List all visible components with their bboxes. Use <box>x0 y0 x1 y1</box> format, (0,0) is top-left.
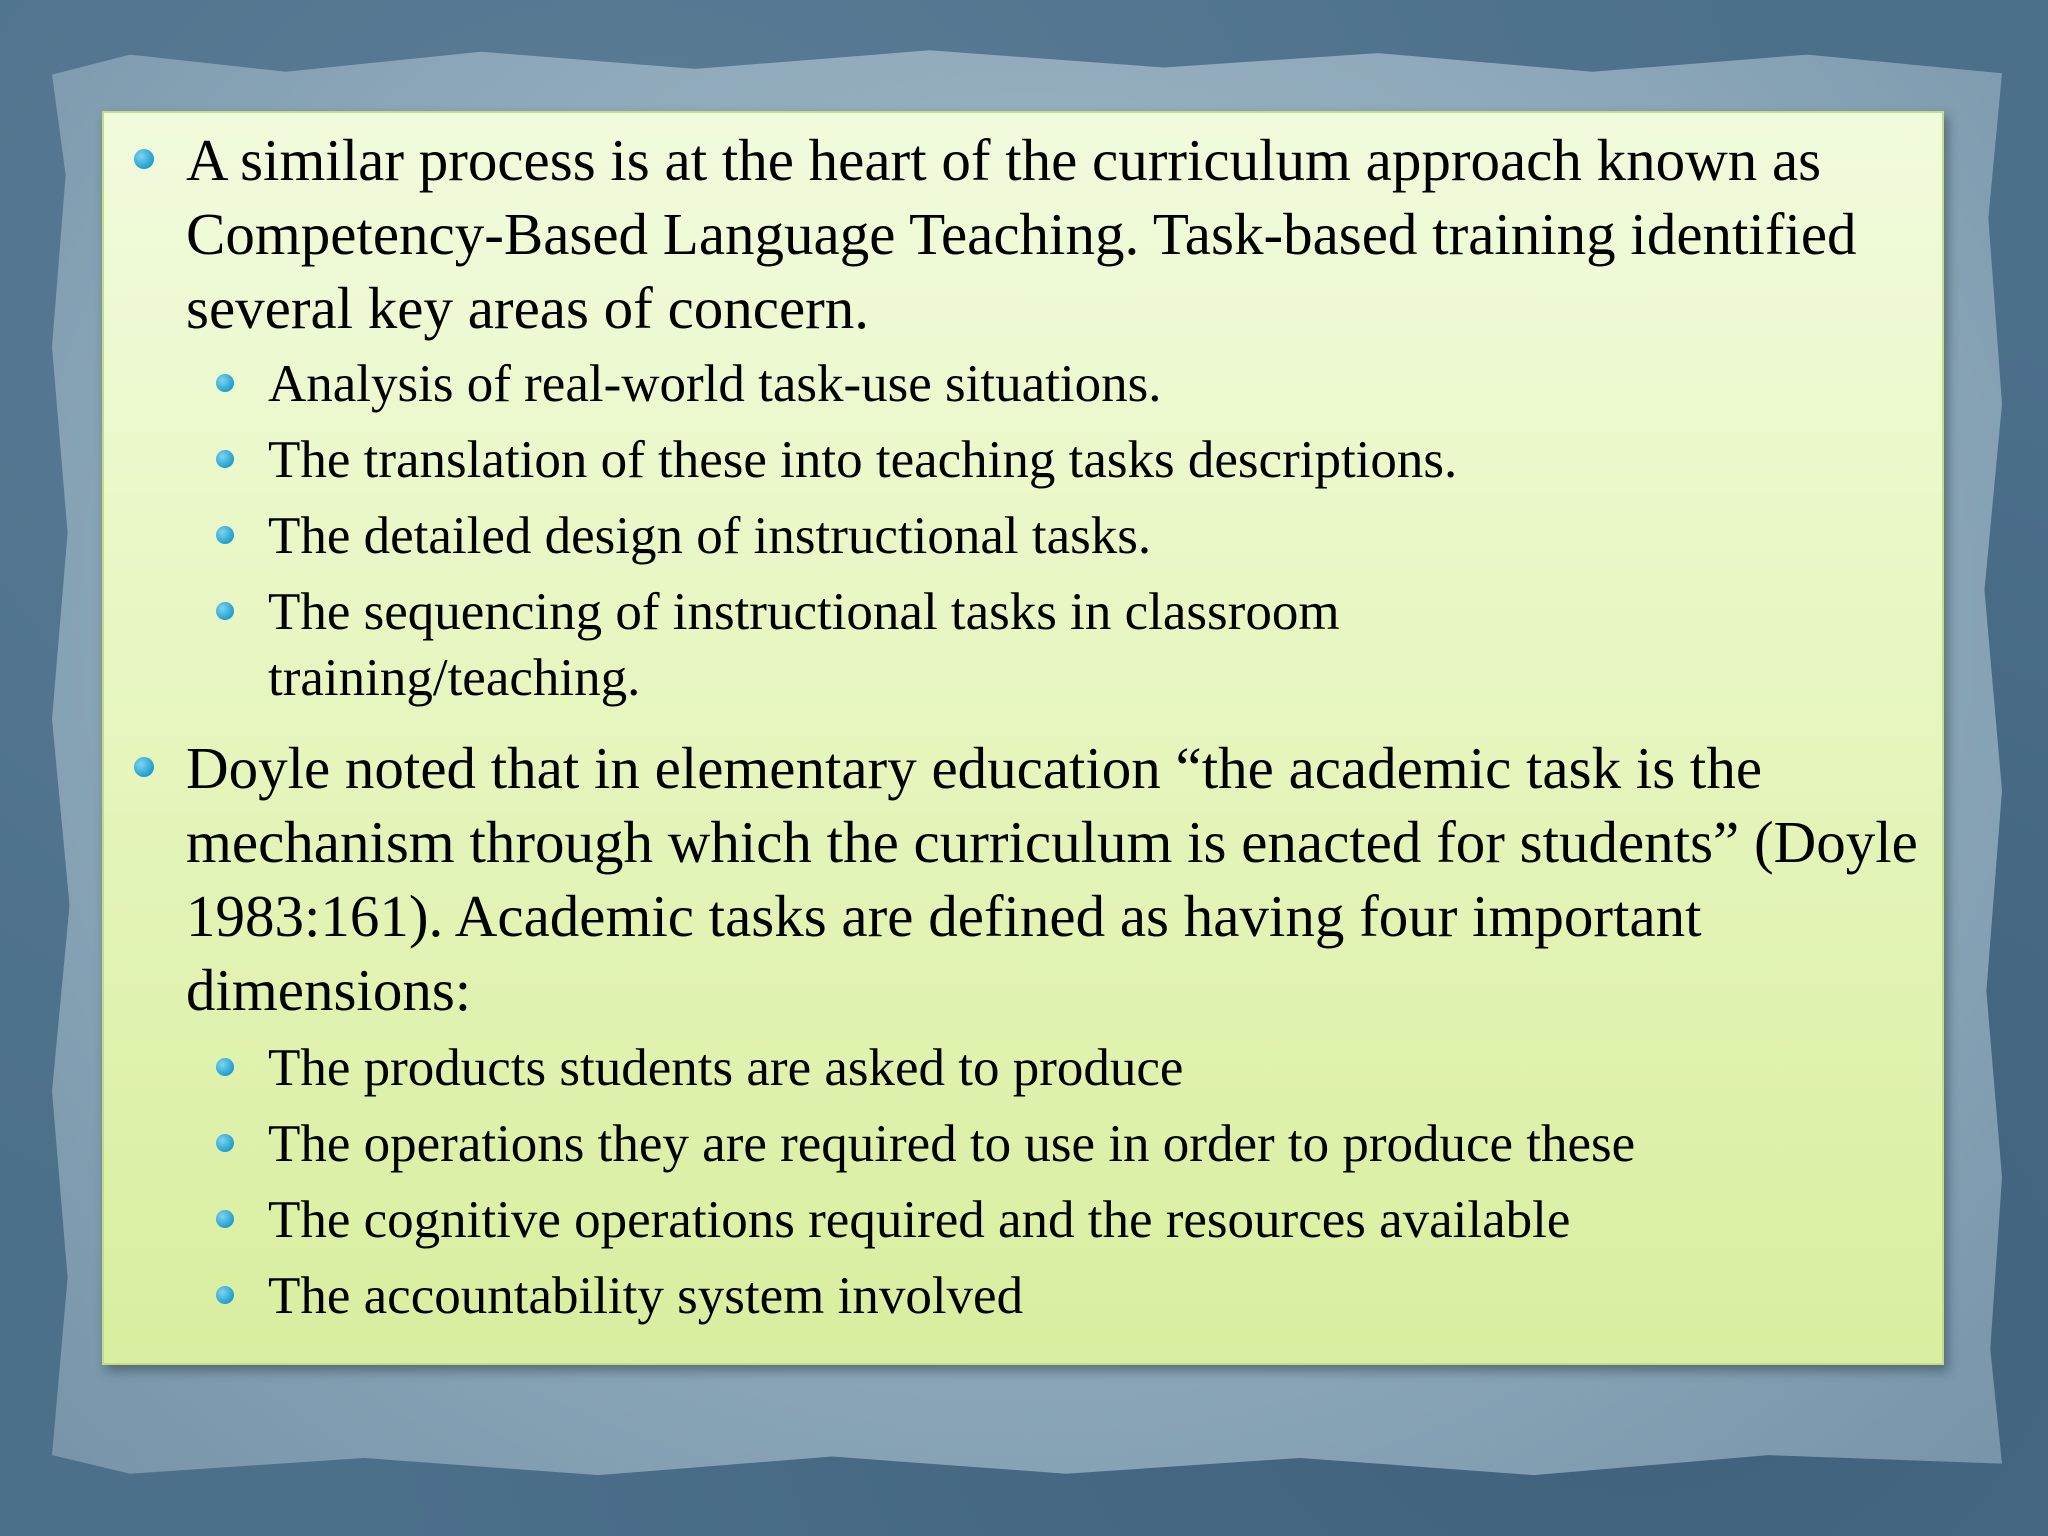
sub-bullet-operations <box>268 1111 1928 1177</box>
sub-bullet-text: Analysis of real-world task-use situations. <box>268 355 1162 413</box>
sub-bullet-text: The accountability system involved <box>268 1267 1024 1325</box>
sub-bullet-text: The sequencing of instructional tasks in classroom training/teaching. <box>268 583 1340 707</box>
sub-bullet-analysis <box>268 351 1928 417</box>
bullet-dot-icon <box>134 149 154 169</box>
bullet-dot-icon <box>216 1134 234 1152</box>
bullet-dot-icon <box>216 526 234 544</box>
bullet-item-competency-based <box>186 123 1926 345</box>
content-box <box>102 111 1944 1365</box>
sub-bullet-text: The translation of these into teaching tasks descriptions. <box>268 431 1458 489</box>
sub-bullet-design <box>268 503 1928 569</box>
bullet-dot-icon <box>216 1210 234 1228</box>
bullet-dot-icon <box>216 1058 234 1076</box>
sub-bullet-accountability <box>268 1263 1928 1329</box>
sub-bullet-text: The cognitive operations required and the resources available <box>268 1191 1571 1249</box>
bullet-item-doyle <box>186 731 1926 1027</box>
bullet-dot-icon <box>216 602 234 620</box>
sub-bullet-text: The operations they are required to use in order to produce these <box>268 1115 1636 1173</box>
sub-bullet-text: The products students are asked to produce <box>268 1039 1184 1097</box>
sub-bullet-sequencing <box>268 579 1608 711</box>
sub-bullet-translation <box>268 427 1928 493</box>
bullet-dot-icon <box>216 374 234 392</box>
sub-bullet-cognitive <box>268 1187 1928 1253</box>
bullet-text: A similar process is at the heart of the curriculum approach known as Competency-Based Language Teaching. Task-based training identified several key areas of concern. <box>186 127 1857 341</box>
bullet-text: Doyle noted that in elementary education “the academic task is the mechanism through which the curriculum is enacted for students” (Doyle 1983:161). Academic tasks are defined as having four important dimensions: <box>186 735 1918 1023</box>
sub-bullet-text: The detailed design of instructional tasks. <box>268 507 1152 565</box>
bullet-dot-icon <box>216 1286 234 1304</box>
bullet-dot-icon <box>134 757 154 777</box>
sub-bullet-products <box>268 1035 1928 1101</box>
bullet-dot-icon <box>216 450 234 468</box>
